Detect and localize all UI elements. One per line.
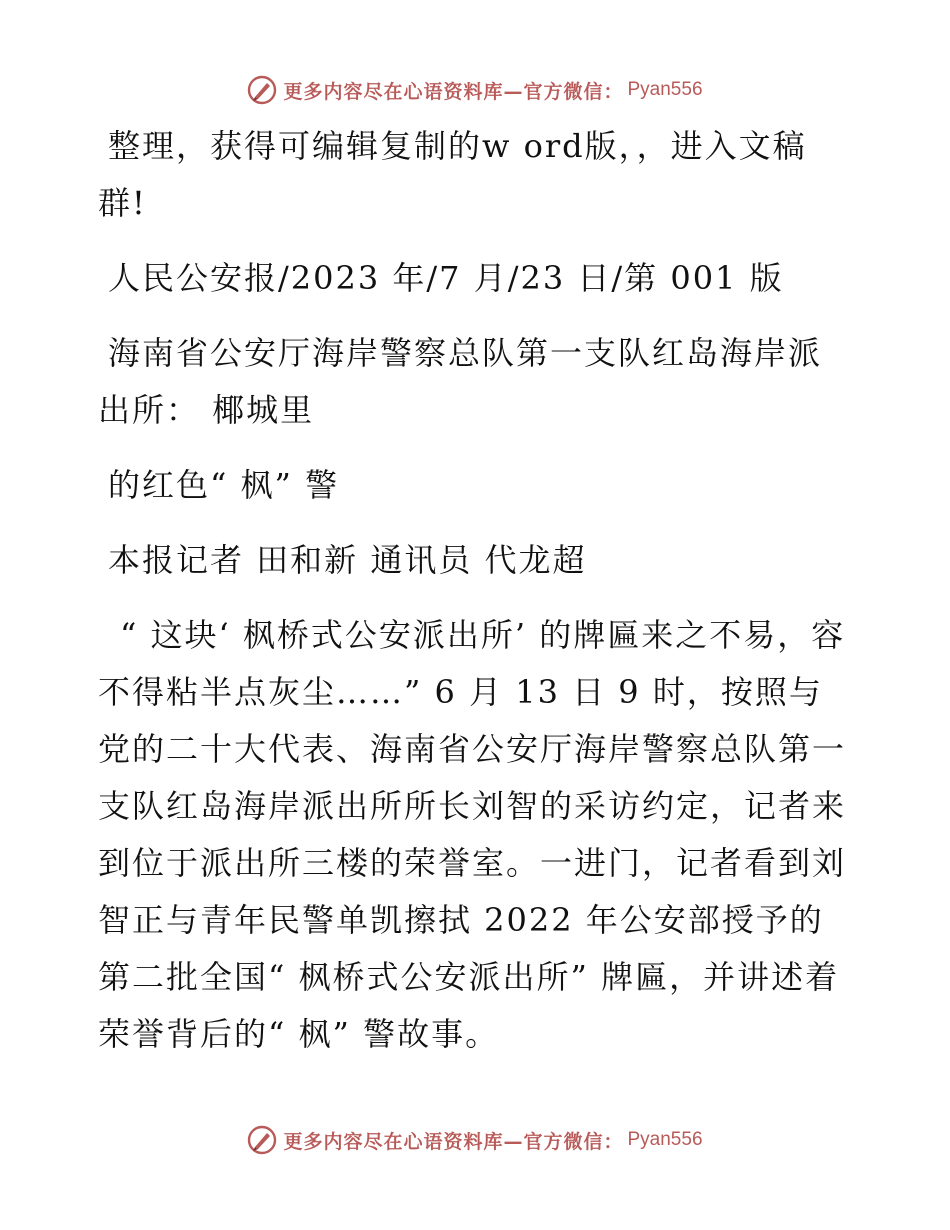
- watermark-wechat-id: Pyan556: [627, 79, 703, 100]
- intro-paragraph: 整理，获得可编辑复制的w ord版，，进入文稿群!: [98, 127, 807, 222]
- watermark-banner-top: [0, 70, 950, 110]
- body-paragraph: “ 这块‘ 枫桥式公安派出所’ 的牌匾来之不易，容不得粘半点灰尘……” 6 月 13 日 9 时，按照与党的二十大代表、海南省公安厅海岸警察总队第一支队红岛海岸派出所所长刘智的采访约定，记者来到位于派出所三楼的荣誉室。一进门，记者看到刘智正与青年民警单凯擦拭 2022 年公安部授予的第二批全国“ 枫桥式公安派出所” 牌匾，并讲述着荣誉背后的“ 枫” 警故事。: [98, 616, 847, 1053]
- byline: 本报记者 田和新 通讯员 代龙超: [108, 541, 587, 579]
- watermark-text: 更多内容尽在心语资料库—官方微信：: [283, 80, 624, 103]
- pen-logo-icon: [247, 75, 277, 105]
- watermark-banner-bottom: [0, 1120, 950, 1160]
- unit-line: 海南省公安厅海岸警察总队第一支队红岛海岸派出所： 椰城里: [98, 334, 823, 429]
- watermark-wechat-id: Pyan556: [627, 1129, 703, 1150]
- article-title: 的红色“ 枫” 警: [108, 466, 340, 504]
- source-line: 人民公安报/2023 年/7 月/23 日/第 001 版: [108, 259, 784, 297]
- document-body: [98, 118, 850, 1081]
- pen-logo-icon: [247, 1125, 277, 1155]
- watermark-text: 更多内容尽在心语资料库—官方微信：: [283, 1130, 624, 1153]
